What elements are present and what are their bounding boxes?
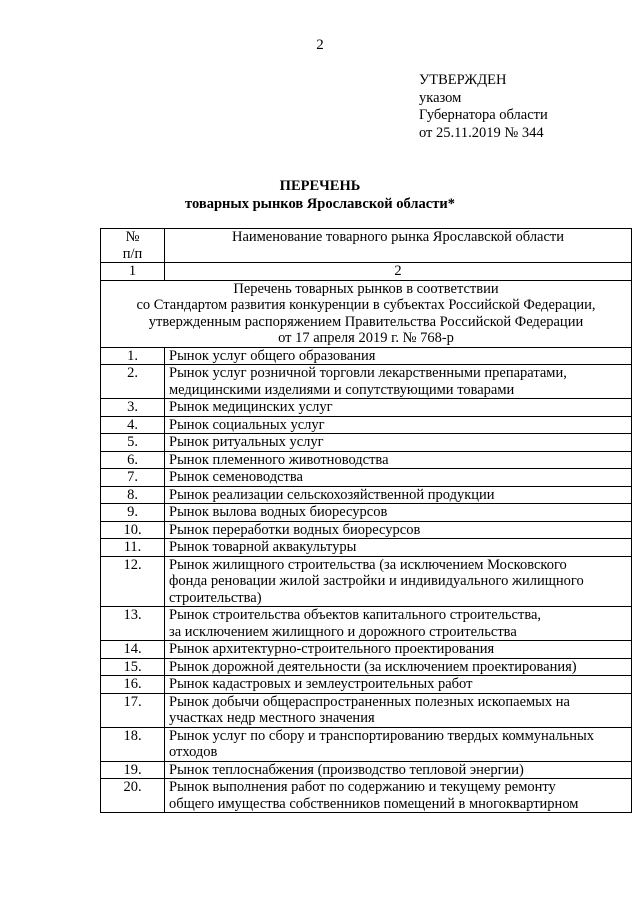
market-name: Рынок ритуальных услуг bbox=[165, 434, 632, 452]
table-row bbox=[101, 399, 632, 417]
subtitle-line: товарных рынков Ярославской области* bbox=[185, 196, 455, 212]
table-row bbox=[101, 486, 632, 504]
approval-block bbox=[419, 72, 548, 142]
approval-line: Губернатора области bbox=[419, 107, 548, 123]
row-number: 16. bbox=[101, 676, 165, 694]
row-number: 11. bbox=[101, 539, 165, 557]
table-row bbox=[101, 658, 632, 676]
table-row bbox=[101, 521, 632, 539]
row-number: 9. bbox=[101, 504, 165, 522]
row-number: 14. bbox=[101, 641, 165, 659]
document-title bbox=[0, 177, 640, 213]
page-number: 2 bbox=[316, 37, 324, 53]
title-line: ПЕРЕЧЕНЬ bbox=[279, 178, 361, 194]
table-row bbox=[101, 451, 632, 469]
row-number: 7. bbox=[101, 469, 165, 487]
row-number: 10. bbox=[101, 521, 165, 539]
market-name: Рынок кадастровых и землеустроительных работ bbox=[165, 676, 632, 694]
row-number: 18. bbox=[101, 727, 165, 761]
market-name: Рынок выполнения работ по содержанию и текущему ремонту общего имущества собственников помещений в многоквартирном bbox=[165, 779, 632, 813]
section-row bbox=[101, 280, 632, 347]
column-number-row bbox=[101, 263, 632, 281]
market-name: Рынок жилищного строительства (за исключением Московского фонда реновации жилой застройки и индивидуального жилищного строительства) bbox=[165, 556, 632, 607]
market-name: Рынок строительства объектов капитального строительства, за исключением жилищного и дорожного строительства bbox=[165, 607, 632, 641]
row-number: 13. bbox=[101, 607, 165, 641]
table-row bbox=[101, 693, 632, 727]
table-row bbox=[101, 416, 632, 434]
column-number: 1 bbox=[101, 263, 165, 281]
approval-line: УТВЕРЖДЕН bbox=[419, 72, 507, 88]
table-row bbox=[101, 607, 632, 641]
market-name: Рынок добычи общераспространенных полезных ископаемых на участках недр местного значения bbox=[165, 693, 632, 727]
section-title: Перечень товарных рынков в соответствии со Стандартом развития конкуренции в субъектах Российской Федерации, утвержденным распоряжением Правительства Российской Федерации от 17 апреля 2019 г. № 768-р bbox=[101, 280, 632, 347]
row-number: 5. bbox=[101, 434, 165, 452]
table-row bbox=[101, 539, 632, 557]
row-number: 20. bbox=[101, 779, 165, 813]
approval-line: указом bbox=[419, 89, 462, 106]
table-row bbox=[101, 556, 632, 607]
header-number: № п/п bbox=[101, 229, 165, 263]
table-row bbox=[101, 761, 632, 779]
market-name: Рынок вылова водных биоресурсов bbox=[165, 504, 632, 522]
table-row bbox=[101, 434, 632, 452]
table-row bbox=[101, 676, 632, 694]
header-name: Наименование товарного рынка Ярославской области bbox=[165, 229, 632, 263]
markets-table bbox=[100, 228, 632, 813]
row-number: 2. bbox=[101, 365, 165, 399]
table-row bbox=[101, 504, 632, 522]
row-number: 19. bbox=[101, 761, 165, 779]
table-header-row bbox=[101, 229, 632, 263]
market-name: Рынок племенного животноводства bbox=[165, 451, 632, 469]
column-number: 2 bbox=[165, 263, 632, 281]
market-name: Рынок семеноводства bbox=[165, 469, 632, 487]
row-number: 1. bbox=[101, 347, 165, 365]
row-number: 17. bbox=[101, 693, 165, 727]
market-name: Рынок теплоснабжения (производство тепловой энергии) bbox=[165, 761, 632, 779]
row-number: 4. bbox=[101, 416, 165, 434]
market-name: Рынок дорожной деятельности (за исключением проектирования) bbox=[165, 658, 632, 676]
row-number: 3. bbox=[101, 399, 165, 417]
table-row bbox=[101, 347, 632, 365]
market-name: Рынок товарной аквакультуры bbox=[165, 539, 632, 557]
market-name: Рынок услуг по сбору и транспортированию твердых коммунальных отходов bbox=[165, 727, 632, 761]
market-name: Рынок реализации сельскохозяйственной продукции bbox=[165, 486, 632, 504]
market-name: Рынок медицинских услуг bbox=[165, 399, 632, 417]
market-name: Рынок услуг общего образования bbox=[165, 347, 632, 365]
market-name: Рынок архитектурно-строительного проектирования bbox=[165, 641, 632, 659]
row-number: 15. bbox=[101, 658, 165, 676]
row-number: 12. bbox=[101, 556, 165, 607]
table-row bbox=[101, 727, 632, 761]
table-row bbox=[101, 641, 632, 659]
approval-line: от 25.11.2019 № 344 bbox=[419, 124, 544, 141]
table-row bbox=[101, 779, 632, 813]
row-number: 8. bbox=[101, 486, 165, 504]
table-row bbox=[101, 469, 632, 487]
table-row bbox=[101, 365, 632, 399]
market-name: Рынок социальных услуг bbox=[165, 416, 632, 434]
market-name: Рынок услуг розничной торговли лекарственными препаратами, медицинскими изделиями и сопутствующими товарами bbox=[165, 365, 632, 399]
market-name: Рынок переработки водных биоресурсов bbox=[165, 521, 632, 539]
row-number: 6. bbox=[101, 451, 165, 469]
